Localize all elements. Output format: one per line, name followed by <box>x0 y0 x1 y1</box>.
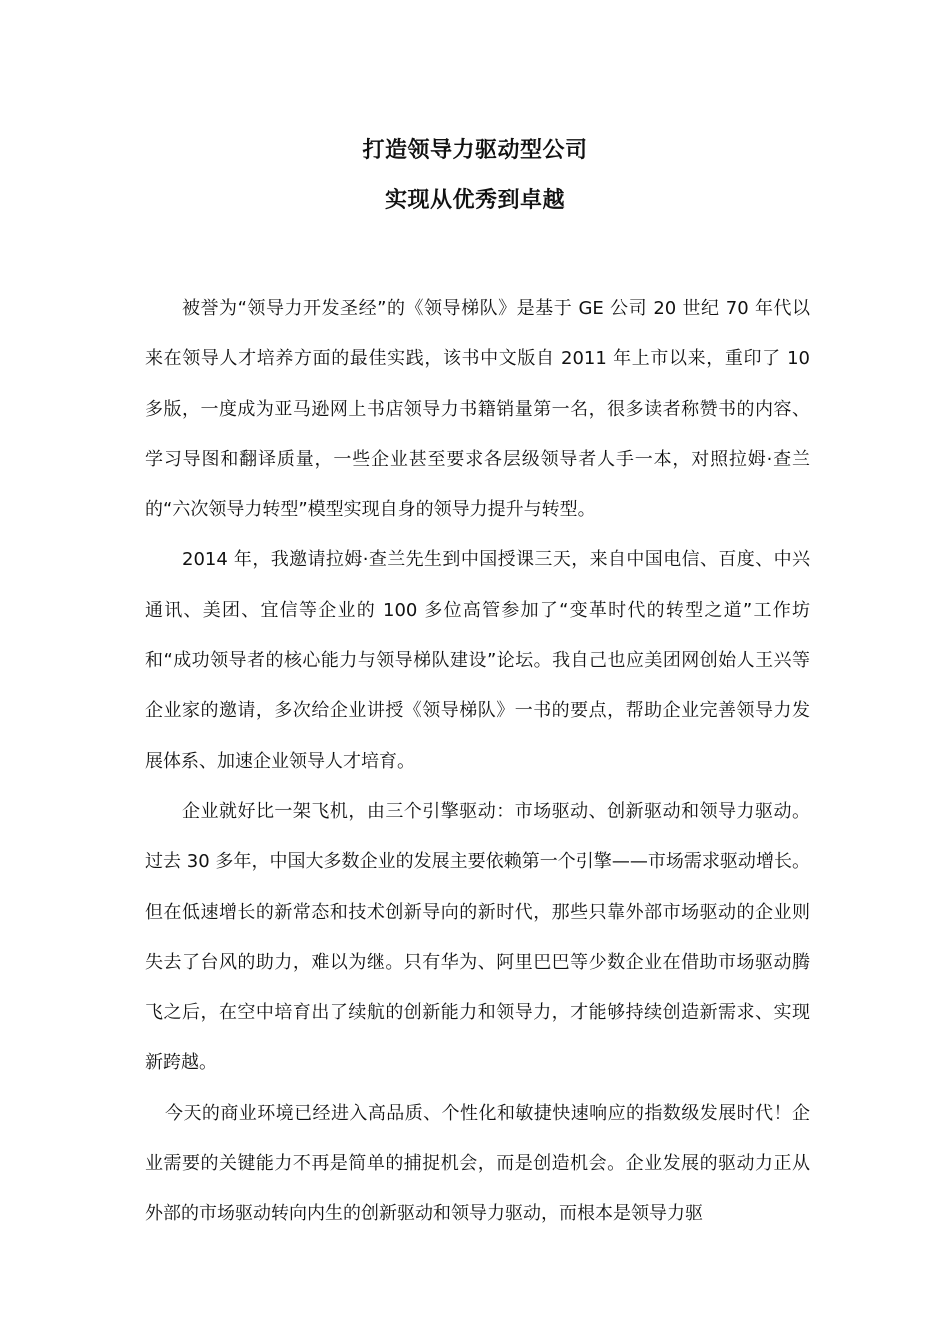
paragraph-1: 被誉为“领导力开发圣经”的《领导梯队》是基于 GE 公司 20 世纪 70 年代以来在领导人才培养方面的最佳实践，该书中文版自 2011 年上市以来，重印了 10 多版，一度成为亚马逊网上书店领导力书籍销量第一名，很多读者称赞书的内容、学习导图和翻译质量，一些企业甚至要求各层级领导者人手一本，对照拉姆·查兰的“六次领导力转型”模型实现自身的领导力提升与转型。 <box>145 298 810 521</box>
paragraph-3: 企业就好比一架飞机，由三个引擎驱动：市场驱动、创新驱动和领导力驱动。过去 30 多年，中国大多数企业的发展主要依赖第一个引擎——市场需求驱动增长。但在低速增长的新常态和技术创新导向的新时代，那些只靠外部市场驱动的企业则失去了台风的助力，难以为继。只有华为、阿里巴巴等少数企业在借助市场驱动腾飞之后，在空中培育出了续航的创新能力和领导力，才能够持续创造新需求、实现新跨越。 <box>145 800 810 1074</box>
document-title: 打造领导力驱动型公司 <box>362 138 588 163</box>
paragraph-2: 2014 年，我邀请拉姆·查兰先生到中国授课三天，来自中国电信、百度、中兴通讯、美团、宜信等企业的 100 多位高管参加了“变革时代的转型之道”工作坊和“成功领导者的核心能力与领导梯队建设”论坛。我自己也应美团网创始人王兴等企业家的邀请，多次给企业讲授《领导梯队》一书的要点，帮助企业完善领导力发展体系、加速企业领导人才培育。 <box>145 549 810 772</box>
paragraph-4: 今天的商业环境已经进入高品质、个性化和敏捷快速响应的指数级发展时代！企业需要的关键能力不再是简单的捕捉机会，而是创造机会。企业发展的驱动力正从外部的市场驱动转向内生的创新驱动和领导力驱动，而根本是领导力驱 <box>145 1102 810 1225</box>
document-body <box>145 284 810 1240</box>
document-subtitle: 实现从优秀到卓越 <box>384 188 565 213</box>
